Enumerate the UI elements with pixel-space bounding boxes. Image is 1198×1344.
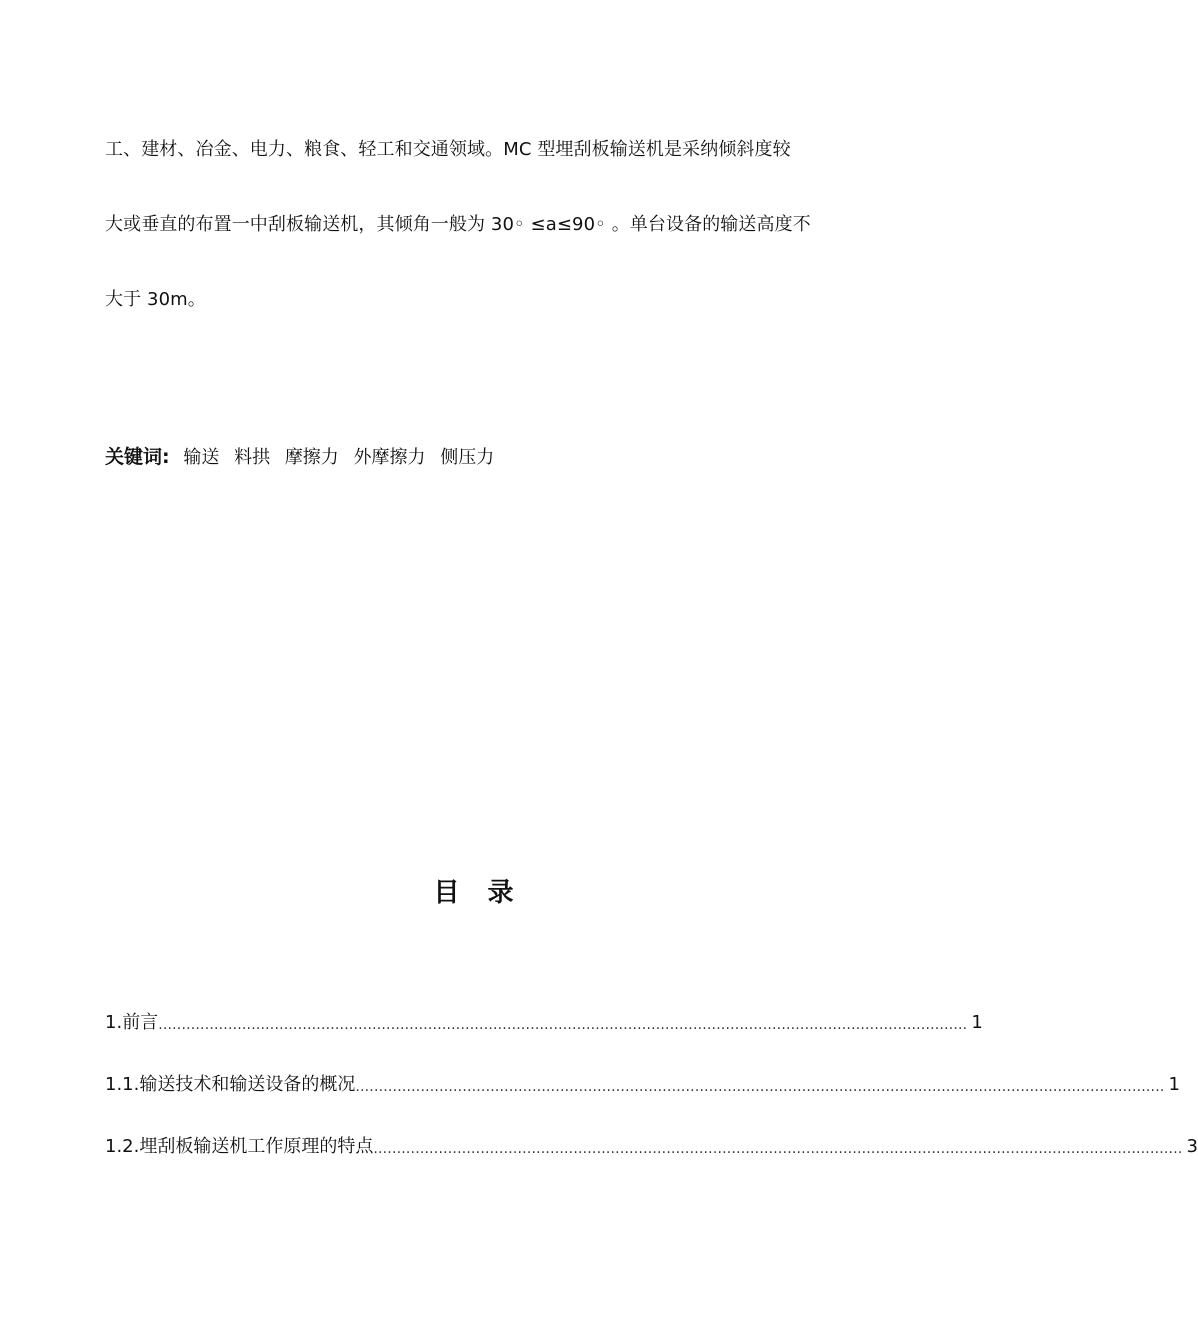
toc-entry-label: 输送技术和输送设备的概况 — [139, 1074, 356, 1095]
toc-entry-page: 3 — [1186, 1136, 1198, 1157]
keyword-item: 侧压力 — [440, 447, 495, 468]
keywords-label: 关键词: — [105, 446, 170, 468]
toc-title: 目录 — [433, 878, 542, 908]
keywords-section — [105, 445, 503, 470]
toc-entry-page: 1 — [971, 1012, 983, 1033]
toc-entry-page: 1 — [1168, 1074, 1180, 1095]
toc-entry-label: 前言 — [122, 1012, 159, 1033]
keyword-item: 外摩擦力 — [353, 447, 426, 468]
toc-dot-leader: .............................................................................................................................................................................. — [355, 1079, 1165, 1095]
toc-entry-number: 1.1. — [105, 1074, 140, 1095]
body-text-line-1: 工、建材、冶金、电力、粮食、轻工和交通领域。MC 型埋刮板输送机是采纳倾斜度较 — [105, 139, 791, 160]
body-text-line-3: 大于 30m。 — [105, 289, 206, 310]
keyword-item: 料拱 — [234, 447, 271, 468]
body-text-line-2: 大或垂直的布置一中刮板输送机，其倾角一般为 30◦ ≤a≤90◦ 。单台设备的输送高度不 — [105, 214, 811, 235]
toc-dot-leader: .............................................................................................................................................................................. — [158, 1017, 968, 1033]
toc-entry-label: 埋刮板输送机工作原理的特点 — [139, 1136, 374, 1157]
toc-entry-number: 1. — [105, 1012, 123, 1033]
keyword-item: 摩擦力 — [284, 447, 339, 468]
toc-entry[interactable] — [105, 1135, 1198, 1163]
toc-entry-number: 1.2. — [105, 1136, 140, 1157]
toc-entry[interactable] — [105, 1073, 1180, 1101]
toc-entry[interactable] — [105, 1011, 983, 1039]
toc-dot-leader: .............................................................................................................................................................................. — [373, 1141, 1183, 1157]
keyword-item: 输送 — [183, 447, 220, 468]
